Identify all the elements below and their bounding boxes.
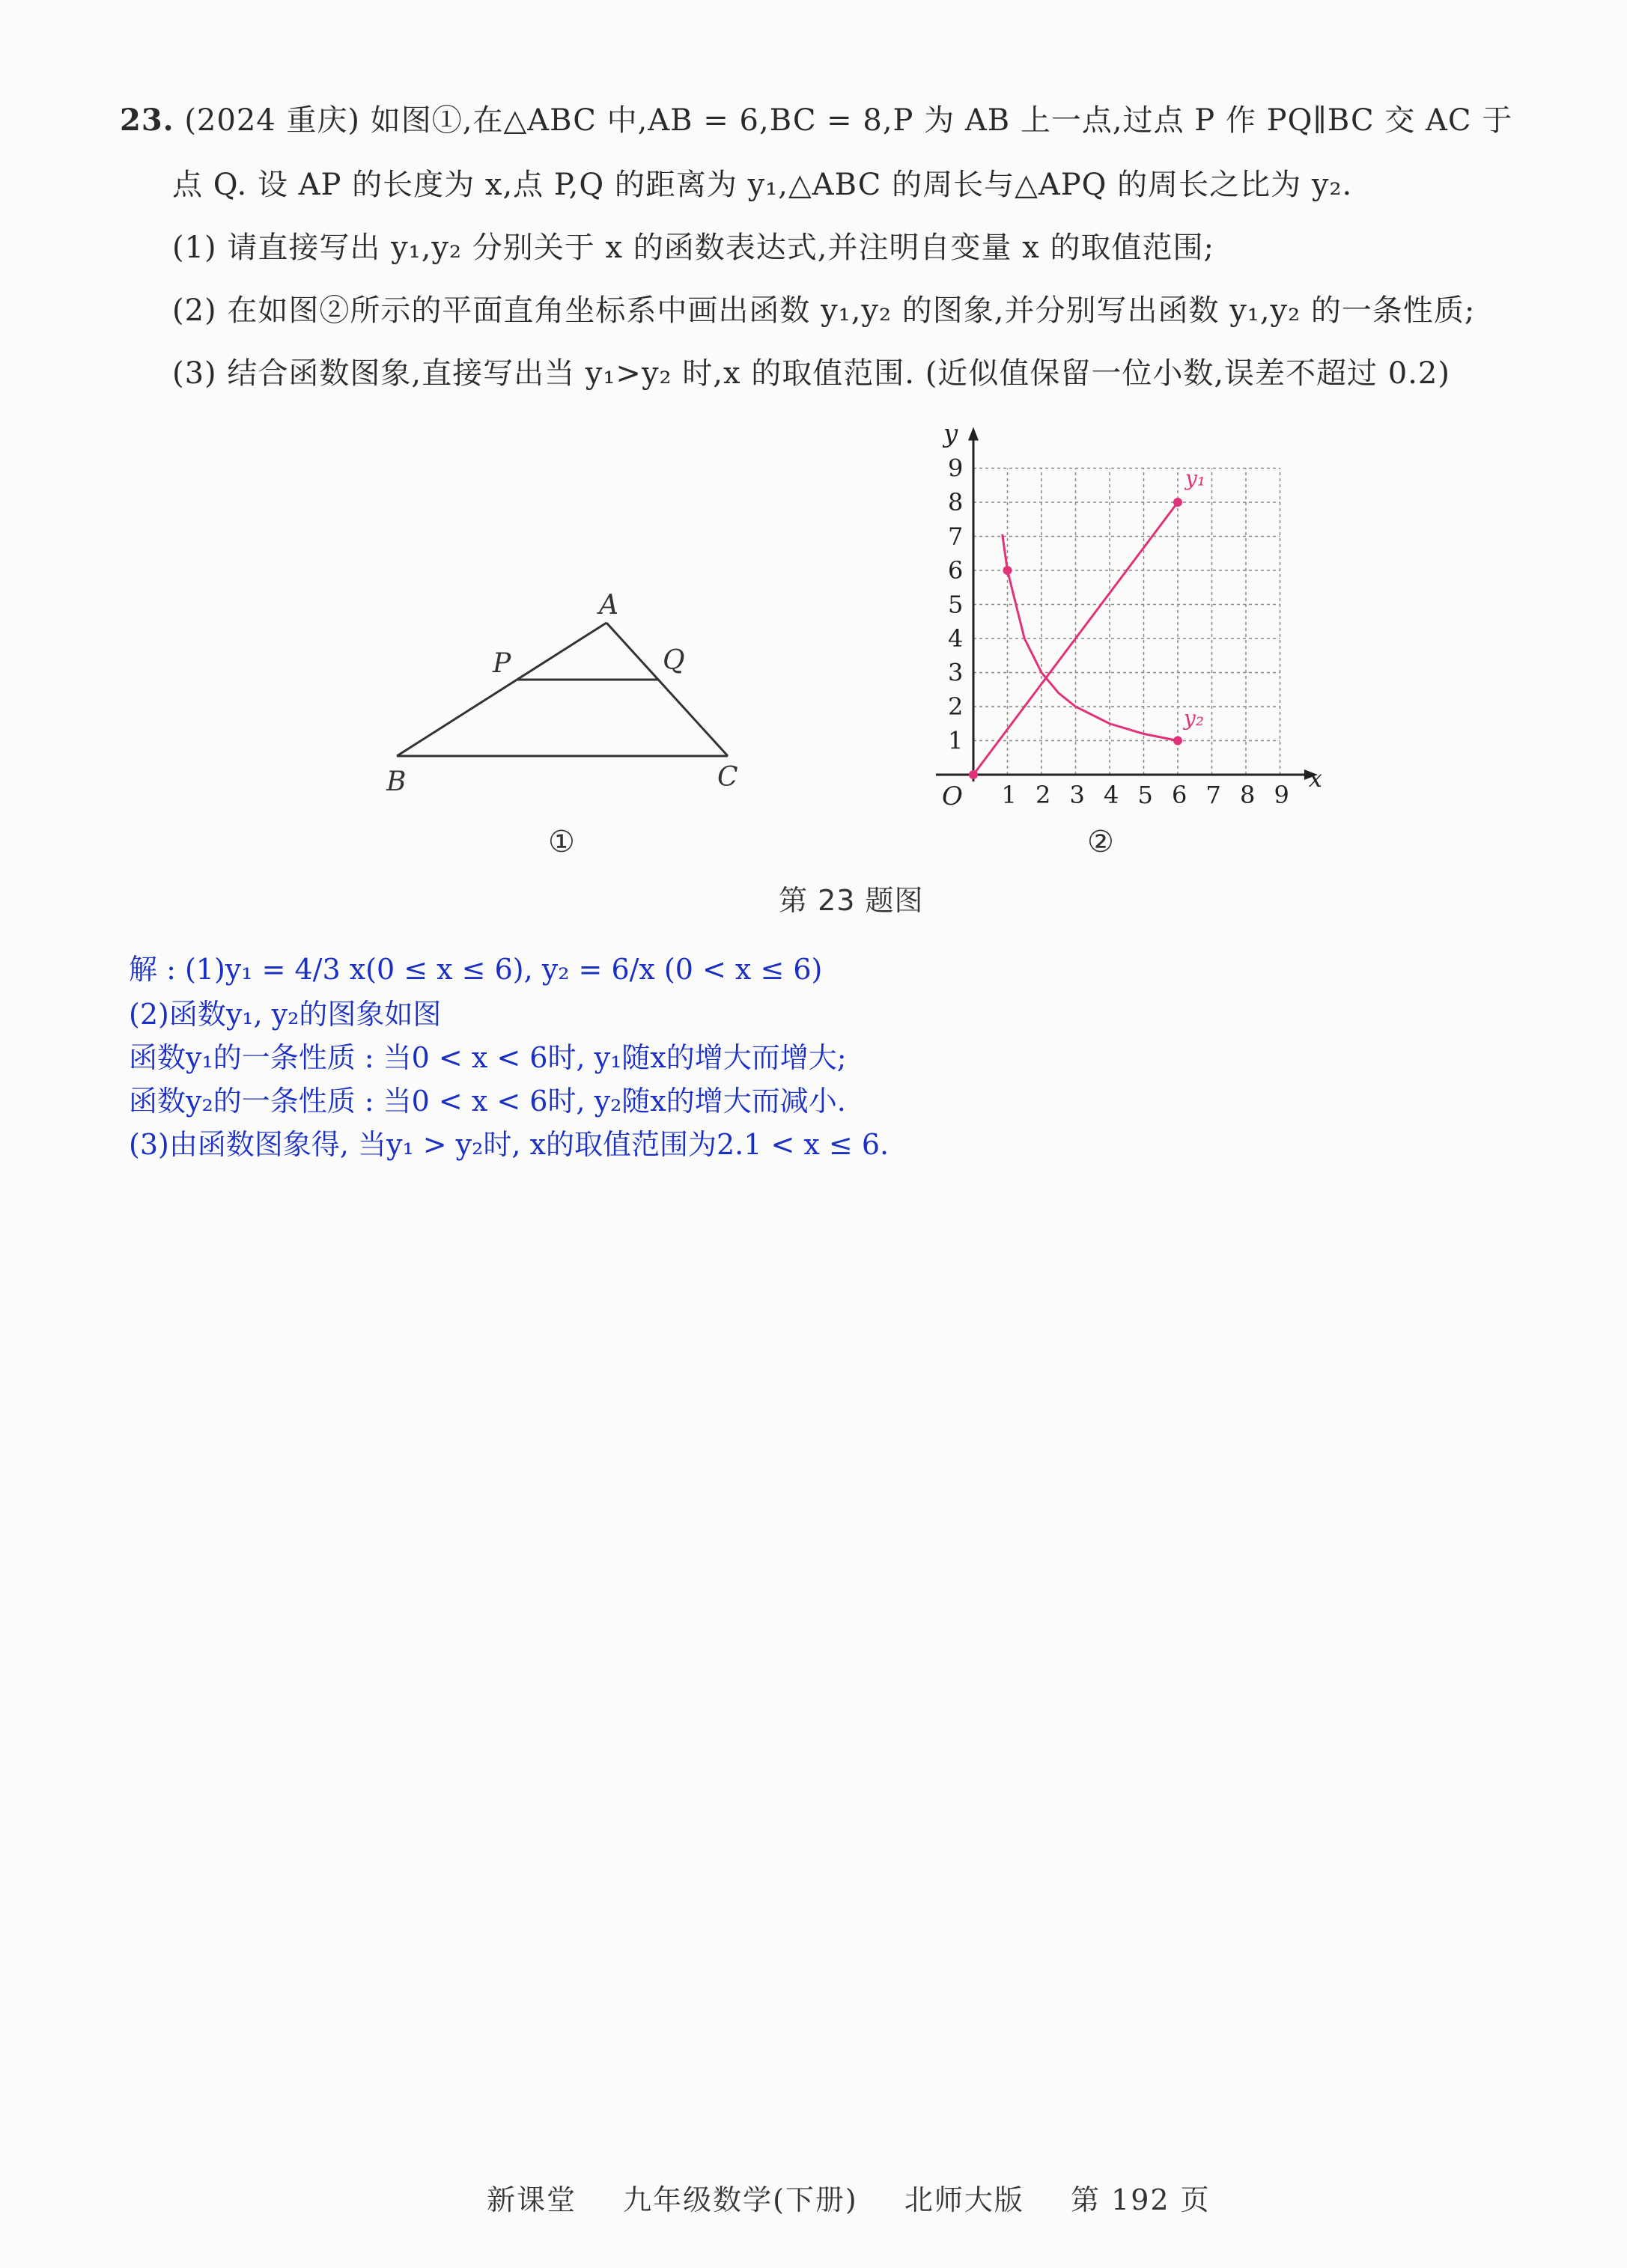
x-tick-label: 9 <box>1274 781 1289 809</box>
problem-line-1 <box>120 102 1512 139</box>
y-axis-label: y <box>943 418 958 449</box>
question-number: 23. <box>120 103 174 138</box>
y-tick-label: 7 <box>948 522 964 551</box>
x-tick-label: 6 <box>1172 781 1187 809</box>
figure-1-triangle <box>374 576 764 801</box>
x-tick-label: 3 <box>1069 781 1085 809</box>
y-tick-label: 5 <box>948 590 964 619</box>
footer-edition: 北师大版 <box>904 2183 1024 2216</box>
problem-stem-2: 点 Q. 设 AP 的长度为 x,点 P,Q 的距离为 y₁,△ABC 的周长与△APQ 的周长之比为 y₂. <box>172 168 1353 202</box>
data-point <box>1173 498 1182 507</box>
y-tick-label: 8 <box>948 488 964 516</box>
point-p-label: P <box>493 648 511 679</box>
answer-line-3: 函数y₁的一条性质 : 当0 < x < 6时, y₁随x的增大而增大; <box>129 1041 847 1074</box>
footer-grade: 九年级数学(下册) <box>623 2183 858 2216</box>
x-tick-label: 2 <box>1035 781 1051 809</box>
answer-line-5: (3)由函数图象得, 当y₁ > y₂时, x的取值范围为2.1 < x ≤ 6. <box>129 1128 889 1161</box>
series-label-y1: y₁ <box>1185 466 1206 491</box>
x-tick-label: 4 <box>1104 781 1119 809</box>
problem-source: (2024 重庆) <box>184 103 361 138</box>
data-point <box>969 770 978 779</box>
x-tick-label: 5 <box>1137 781 1153 809</box>
x-tick-label: 1 <box>1001 781 1017 809</box>
figure-2-label: ② <box>1087 825 1114 859</box>
subquestion-2: (2) 在如图②所示的平面直角坐标系中画出函数 y₁,y₂ 的图象,并分别写出函数 y₁,y₂ 的一条性质; <box>172 293 1476 328</box>
answer-line-2: (2)函数y₁, y₂的图象如图 <box>129 998 442 1031</box>
data-point <box>1173 737 1182 746</box>
answer-line-4: 函数y₂的一条性质 : 当0 < x < 6时, y₂随x的增大而减小. <box>129 1085 846 1118</box>
page-footer <box>487 2177 1247 2218</box>
series-label-y2: y₂ <box>1184 706 1205 731</box>
series-line-2 <box>1003 534 1178 741</box>
point-b-label: B <box>386 766 407 797</box>
point-q-label: Q <box>663 645 685 676</box>
y-tick-label: 6 <box>948 556 964 585</box>
data-point <box>1003 566 1012 575</box>
point-c-label: C <box>717 762 738 793</box>
x-tick-label: 8 <box>1240 781 1256 809</box>
y-tick-label: 3 <box>948 658 964 687</box>
point-a-label: A <box>599 590 618 621</box>
y-axis-arrow <box>968 427 979 441</box>
figure-1-label: ① <box>548 825 575 859</box>
origin-label: O <box>942 781 963 811</box>
y-tick-label: 2 <box>948 692 964 721</box>
x-axis-label: x <box>1308 764 1322 793</box>
subquestion-1: (1) 请直接写出 y₁,y₂ 分别关于 x 的函数表达式,并注明自变量 x 的取值范围; <box>172 231 1214 265</box>
y-tick-label: 1 <box>948 726 964 755</box>
x-tick-label: 7 <box>1205 781 1221 809</box>
subquestion-3: (3) 结合函数图象,直接写出当 y₁>y₂ 时,x 的取值范围. (近似值保留一位小数,误差不超过 0.2) <box>172 356 1450 391</box>
figure-2-chart <box>913 412 1322 816</box>
footer-book: 新课堂 <box>487 2183 577 2216</box>
footer-page: 第 192 页 <box>1070 2183 1211 2216</box>
y-tick-label: 4 <box>948 624 964 653</box>
problem-stem-1: 如图①,在△ABC 中,AB = 6,BC = 8,P 为 AB 上一点,过点 P 作 PQ∥BC 交 AC 于 <box>370 103 1513 138</box>
chart-ticks <box>942 419 1322 811</box>
answer-line-1: 解 : (1)y₁ = 4/3 x(0 ≤ x ≤ 6), y₂ = 6/x (0 < x ≤ 6) <box>129 953 823 986</box>
figure-caption: 第 23 题图 <box>779 884 924 917</box>
chart-series <box>969 466 1205 779</box>
y-tick-label: 9 <box>948 454 964 483</box>
